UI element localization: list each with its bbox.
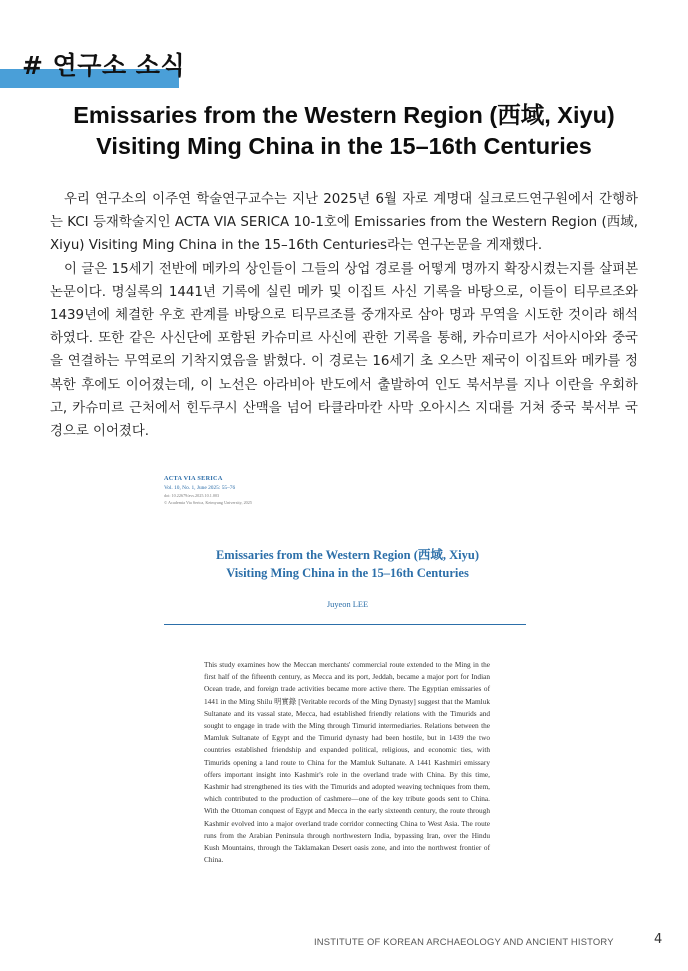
paper-title [160,546,535,582]
paper-volume: Vol. 10, No. 1, June 2025: 55–76 [164,485,236,491]
article-title [30,100,658,162]
paper-journal-name: ACTA VIA SERICA [164,475,223,482]
article-title-line1: Emissaries from the Western Region (西域, Xiyu) [73,102,615,128]
paper-divider [164,624,526,625]
paper-doi: doi: 10.22679/avs.2025.10.1.003 [164,493,220,498]
paper-copyright: © Academia Via Serica, Keimyung University, 2025 [164,500,252,505]
paper-title-line1: Emissaries from the Western Region (西域, Xiyu) [215,548,480,562]
section-title: # 연구소 소식 [22,51,186,80]
article-paragraph: 이 글은 15세기 전반에 메카의 상인들이 그들의 상업 경로를 어떻게 명까지 확장시켰는지를 살펴본 논문이다. 명실록의 1441년 기록에 실린 메카 및 이집트 사신 기록을 바탕으로, 이들이 티무르조와 1439년에 체결한 우호 관계를 바탕으로 티무르조를 중개자로 삼아 명과 무역을 시도한 것이라 해석하였다. 또한 같은 사신단에 포함된 카슈미르 사신에 관한 기록을 통해, 카슈미르가 서아시아와 중국을 연결하는 무역로의 기착지였음을 밝혔다. 이 경로는 16세기 초 오스만 제국이 이집트와 메카를 정복한 후에도 이어졌는데, 이 노선은 아라비아 반도에서 출발하여 인도 북서부를 지나 이란을 우회하고, 카슈미르 근처에서 힌두쿠시 산맥을 넘어 타클라마칸 사막 오아시스 지대를 거쳐 중국 북서부 국경으로 이어졌다. [50,261,638,440]
paper-author: Juyeon LEE [326,600,369,609]
article-title-line2: Visiting Ming China in the 15–16th Centuries [96,133,592,159]
paper-first-page-image [160,471,535,911]
article-paragraph: 우리 연구소의 이주연 학술연구교수는 지난 2025년 6월 자로 계명대 실크로드연구원에서 간행하는 KCI 등재학술지인 ACTA VIA SERICA 10-1호에 Emissaries from the Western Region (西域, Xiyu) Visiting Ming China in the 15–16th Centuries라는 연구논문을 게재했다. [50,192,638,254]
paper-abstract: This study examines how the Meccan merchants' commercial route extended to the Ming in the first half of the fifteenth century, as Mecca and its port, Jeddah, became a major port for Indian Ocean trade, and foreign trade activities became more active there. The Egyptian emissaries of 1441 in the Ming Shilu 明實錄 [Veritable records of the Ming Dynasty] suggest that the Mamluk Sultanate and its vassal state, Mecca, had established friendly relations with the Timurids and sought to engage in trade with the Ming through Timurid intermediaries. Relations between the Mamluk Sultanate of Egypt and the Timurid dynasty had been hostile, but in 1439 the two countries established friendship and expanded political, religious, and economic ties, with Timurids opening a land route to China for the Mamluk Sultanate. A 1441 Kashmiri emissary offers important insight into Kashmir's role in the overland trade with China. By this time, Kashmir had strengthened its ties with the Timurids and adopted weaving techniques from them, which contributed to the production of cashmere—one of the key tribute goods sent to China. With the Ottoman conquest of Egypt and Mecca in the early sixteenth century, the route through Kashmir evolved into a major overland trade corridor connecting China to West Asia. The route runs from the Arabian Peninsula through northwestern India, bypassing Iran, over the Hindu Kush Mountains, through the Taklamakan Desert oasis zone, and into the northwest frontier of China. [204,660,490,865]
page-number: 4 [654,932,663,947]
paper-title-line2: Visiting Ming China in the 15–16th Centuries [226,566,469,580]
article-body [50,188,638,443]
footer-institute: INSTITUTE OF KOREAN ARCHAEOLOGY AND ANCIENT HISTORY [314,936,614,947]
